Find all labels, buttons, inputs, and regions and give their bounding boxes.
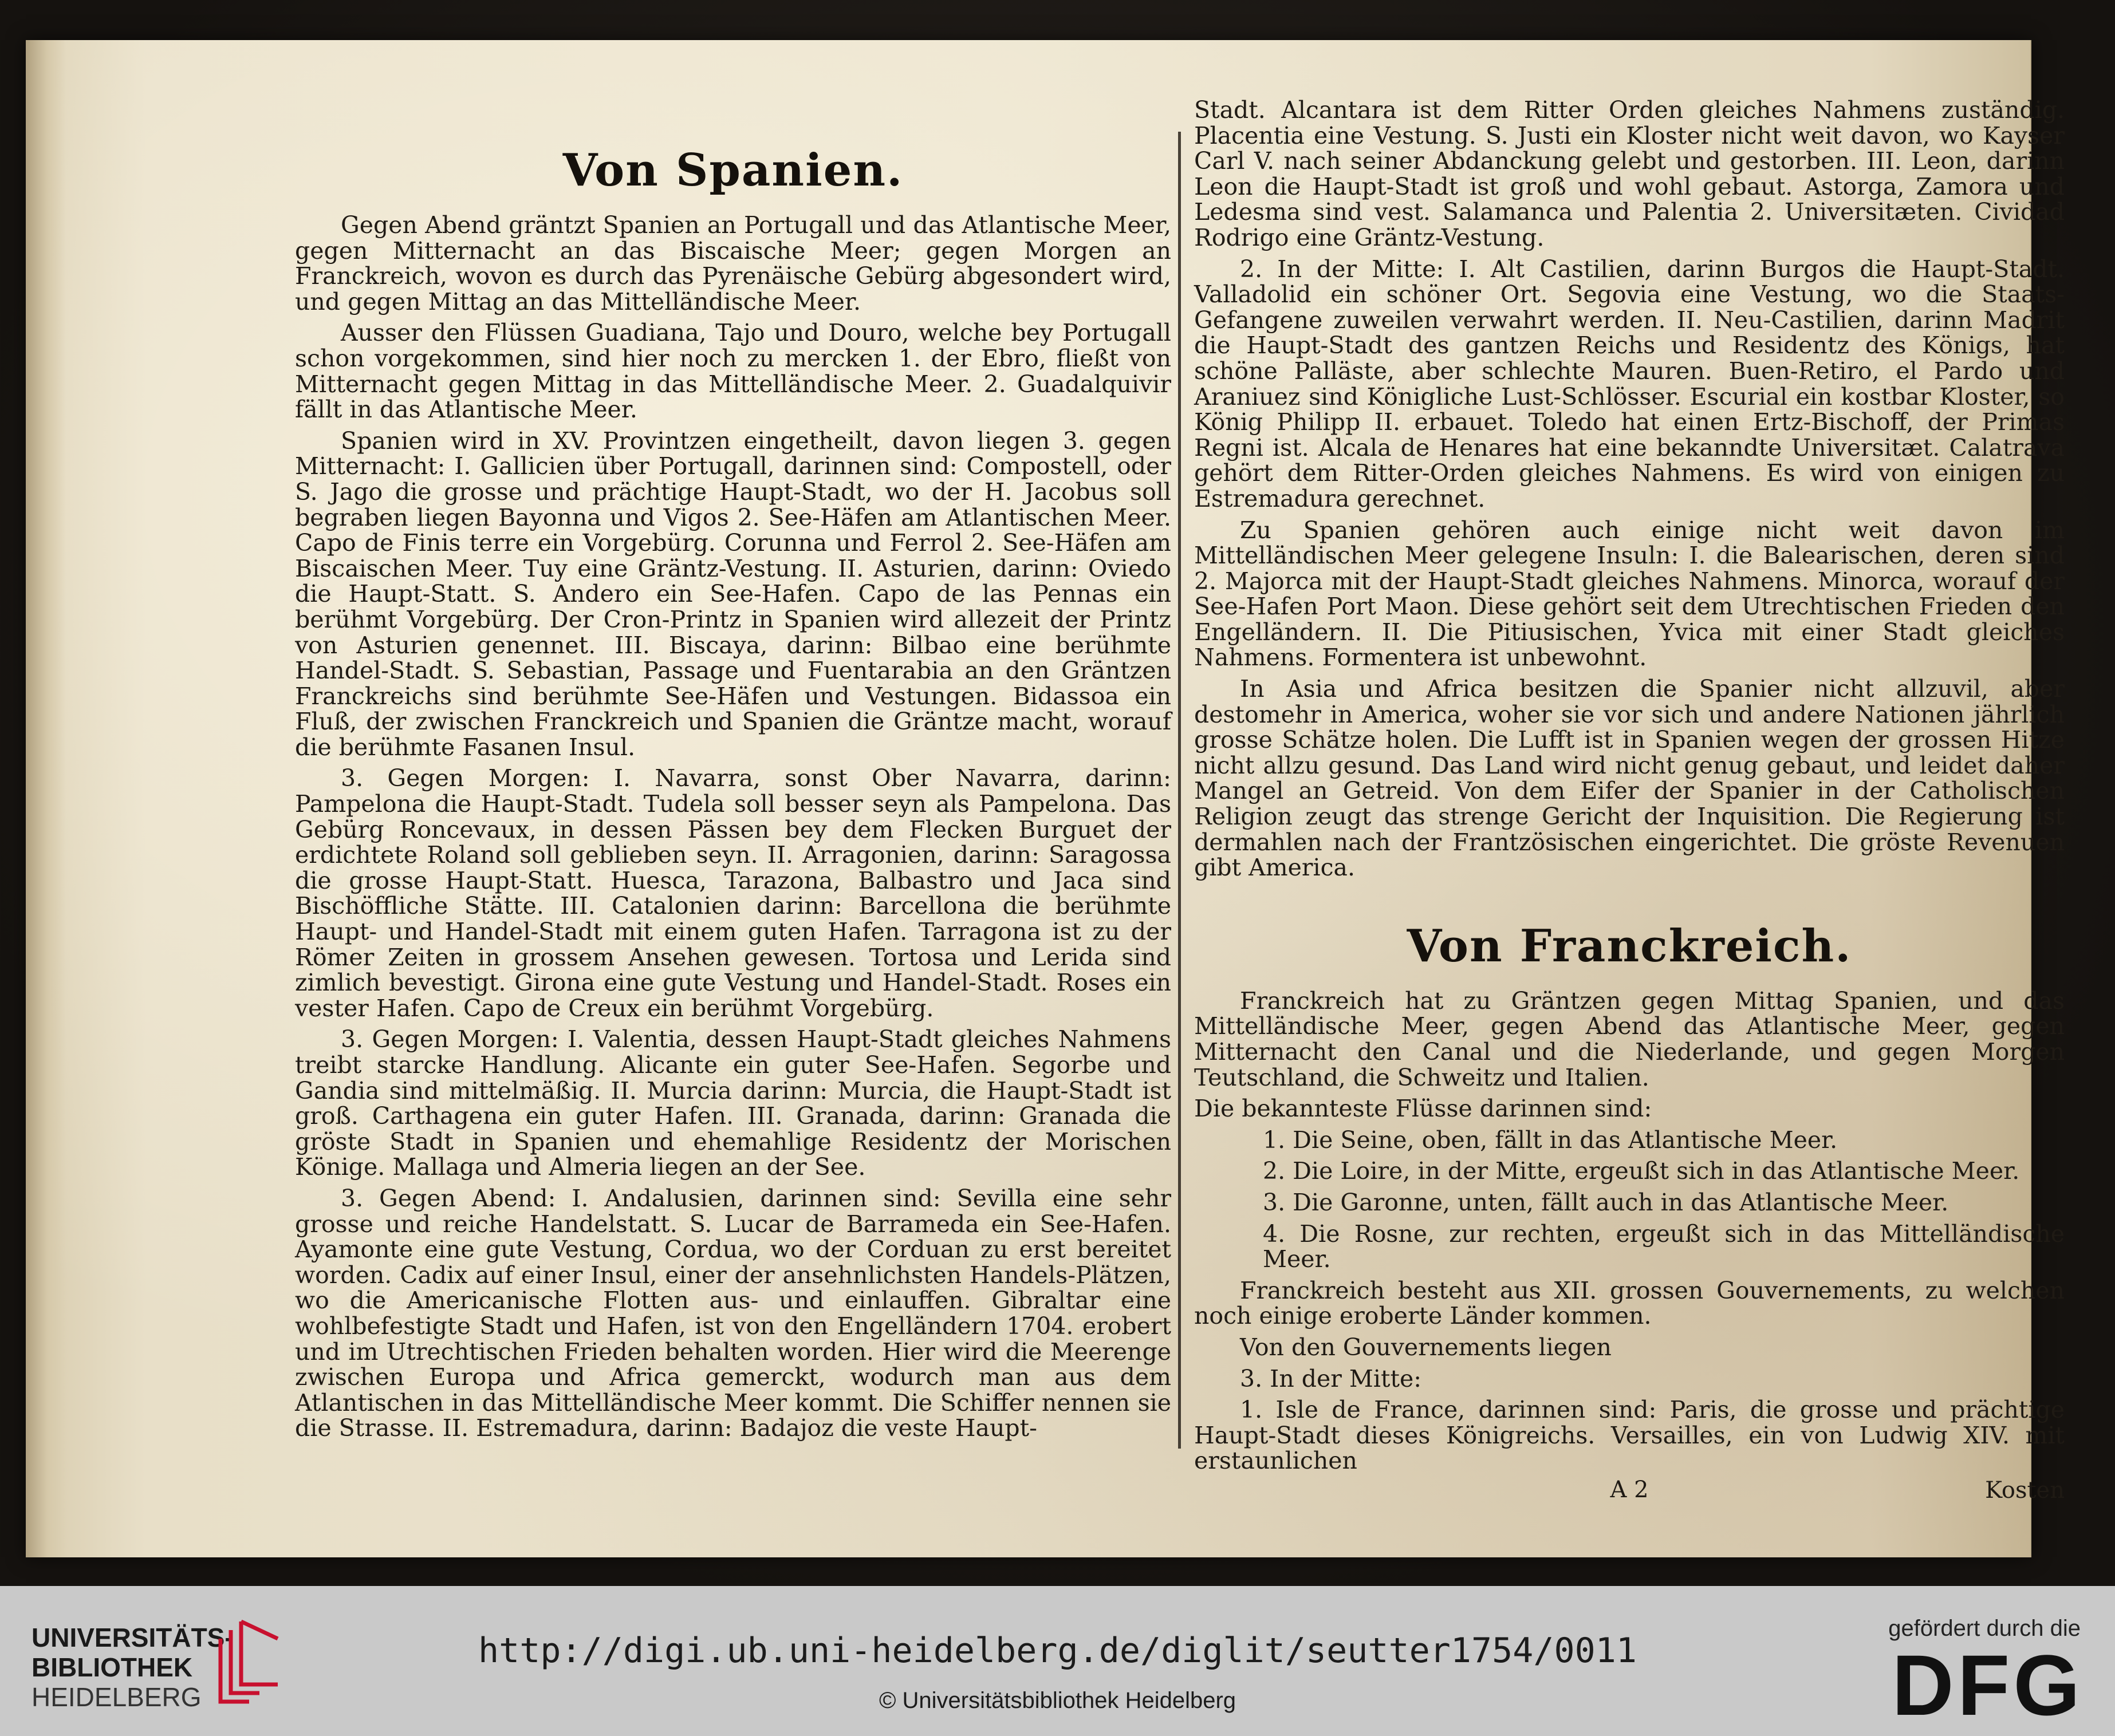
paragraph: Franckreich besteht aus XII. grossen Gouvernements, zu welchen noch einige eroberte Länder kommen.	[1194, 1276, 2065, 1330]
column-divider	[1178, 132, 1181, 1449]
paragraph: In Asia und Africa besitzen die Spanier nicht allzuvil, aber destomehr in America, woher sie vor sich und andere Nationen jährlich grosse Schätze holen. Die Lufft ist in Spanien wegen der grossen Hitze nicht allzu gesund. Das Land wird nicht genug gebaut, und leidet daher Mangel an Getreid. Von dem Eifer der Spanier in der Catholischen Religion zeugt das strenge Gericht der Inquisition. Die Regierung ist dermahlen nach der Frantzösischen eingerichtet. Die gröste Revenuen gibt America.	[1194, 675, 2065, 882]
paragraph: Von den Gouvernements liegen	[1240, 1333, 1612, 1361]
document-page	[26, 40, 2065, 1557]
rivers-list	[1194, 1096, 2065, 1272]
heading-spain: Von Spanien.	[562, 144, 904, 196]
copyright-text: © Universitätsbibliothek Heidelberg	[879, 1688, 1236, 1713]
paragraph: 3. Gegen Morgen: I. Navarra, sonst Ober Navarra, darinn: Pampelona die Haupt-Stadt. Tudela soll besser seyn als Pampelona. Das Gebürg Roncevaux, in dessen Pässen bey dem Flecken Burguet der erdichtete Roland soll geblieben seyn. II. Arragonien, darinn: Saragossa die grosse Haupt-Statt. Huesca, Tarazona, Balbastro und Jaca sind Bischöffliche Stätte. III. Catalonien darinn: Barcellona die berühmte Haupt- und Handel-Stadt mit einem guten Hafen. Tarragona ist zu der Römer Zeiten in grossem Ansehen gewesen. Tortosa und Lerida sind zimlich bevestigt. Girona eine gute Vestung und Handel-Stadt. Roses ein vester Hafen. Capo de Creux ein berühmt Vorgebürg.	[295, 764, 1171, 1022]
list-item: 4. Die Rosne, zur rechten, ergeußt sich in das Mittelländische Meer.	[1263, 1220, 2065, 1273]
wordmark-line: BIBLIOTHEK	[31, 1652, 193, 1682]
right-column	[1194, 97, 2065, 1503]
left-column	[295, 108, 1171, 1447]
dfg-logo[interactable]: DFG	[1892, 1637, 2084, 1733]
catchword: Kosten	[1985, 1477, 2065, 1504]
heading-france: Von Franckreich.	[1407, 920, 1852, 972]
list-item: 2. Die Loire, in der Mitte, ergeußt sich in das Atlantische Meer.	[1263, 1157, 2020, 1185]
list-item: 1. Die Seine, oben, fällt in das Atlantische Meer.	[1263, 1126, 1838, 1154]
list-item: 3. Die Garonne, unten, fällt auch in das Atlantische Meer.	[1263, 1188, 1949, 1216]
paragraph: 3. Gegen Abend: I. Andalusien, darinnen sind: Sevilla eine sehr grosse und reiche Handelstatt. S. Lucar de Barrameda ein See-Hafen. Ayamonte eine gute Vestung, Cordua, wo der Corduan zu erst bereitet worden. Cadix auf einer Insul, einer der ansehnlichsten Handels-Plätzen, wo die Americanische Flotten aus- und einlauffen. Gibraltar eine wohlbefestigte Stadt und Hafen, ist von den Engelländern 1704. erobert und im Utrechtischen Frieden behalten worden. Hier wird die Meerenge zwischen Europa und Africa gemerckt, wodurch man aus dem Atlantischen in das Mittelländische Meer kommt. Die Schiffer nennen sie die Strasse. II. Estremadura, darinn: Badajoz die veste Haupt-	[295, 1184, 1171, 1442]
paragraph: Stadt. Alcantara ist dem Ritter Orden gleiches Nahmens zuständig. Placentia eine Vestung. S. Justi ein Kloster nicht weit davon, wo Kayser Carl V. nach seiner Abdanckung gelebt und gestorben. III. Leon, darinn Leon die Haupt-Stadt ist groß und wohl gebaut. Astorga, Zamora und Ledesma sind vest. Salamanca und Palentia 2. Universitæten. Cividad Rodrigo eine Gräntz-Vestung.	[1194, 96, 2065, 251]
signature-mark: A 2	[1610, 1476, 1649, 1503]
paragraph: Gegen Abend gräntzt Spanien an Portugall und das Atlantische Meer, gegen Mitternacht an das Biscaische Meer; gegen Morgen an Franckreich, wovon es durch das Pyrenäische Gebürg abgesondert wird, und gegen Mittag an das Mittelländische Meer.	[295, 211, 1171, 315]
viewer-footer	[0, 1586, 2115, 1736]
permalink-url[interactable]: http://digi.ub.uni-heidelberg.de/diglit/seutter1754/0011	[478, 1631, 1637, 1671]
wordmark-line: UNIVERSITÄTS-	[31, 1623, 234, 1652]
wordmark-line: HEIDELBERG	[31, 1682, 202, 1712]
paragraph: 1. Isle de France, darinnen sind: Paris, die grosse und prächtige Haupt-Stadt dieses Königreichs. Versailles, ein von Ludwig XIV. mit erstaunlichen	[1194, 1396, 2065, 1475]
paragraph: Ausser den Flüssen Guadiana, Tajo und Douro, welche bey Portugall schon vorgekommen, sind hier noch zu mercken 1. der Ebro, fließt von Mitternacht gegen Mittag in das Mittelländische Meer. 2. Guadalquivir fällt in das Atlantische Meer.	[295, 319, 1171, 424]
paragraph: 3. Gegen Morgen: I. Valentia, dessen Haupt-Stadt gleiches Nahmens treibt starcke Handlung. Alicante ein guter See-Hafen. Segorbe und Gandia sind mittelmäßig. II. Murcia darinn: Murcia, die Haupt-Stadt ist groß. Carthagena ein guter Hafen. III. Granada, darinn: Granada die gröste Stadt in Spanien und ehemahlige Residentz der Morischen Könige. Mallaga und Almeria liegen an der See.	[295, 1025, 1171, 1181]
paragraph: Spanien wird in XV. Provintzen eingetheilt, davon liegen 3. gegen Mitternacht: I. Gallicien über Portugall, darinnen sind: Compostell, oder S. Jago die grosse und prächtige Haupt-Stadt, wo der H. Jacobus soll begraben liegen Bayonna und Vigos 2. See-Häfen am Atlantischen Meer. Capo de Finis terre ein Vorgebürg. Corunna und Ferrol 2. See-Häfen am Biscaischen Meer. Tuy eine Gräntz-Vestung. II. Asturien, darinn: Oviedo die Haupt-Statt. S. Andero ein See-Hafen. Capo de las Pennas ein berühmt Vorgebürg. Der Cron-Printz in Spanien wird allezeit der Printz von Asturien genennet. III. Biscaya, darinn: Bilbao eine berühmte Handel-Stadt. S. Sebastian, Passage und Fuentarabia an den Gräntzen Franckreichs sind berühmte See-Häfen und Vestungen. Bidassoa ein Fluß, der zwischen Franckreich und Spanien die Gräntze macht, worauf die berühmte Fasanen Insul.	[295, 427, 1171, 761]
paragraph: 2. In der Mitte: I. Alt Castilien, darinn Burgos die Haupt-Stadt. Valladolid ein schöner Ort. Segovia eine Vestung, wo die Staats-Gefangene zuweilen verwahrt werden. II. Neu-Castilien, darinn Madrit die Haupt-Stadt des gantzen Reichs und Residentz des Königs, hat schöne Palläste, aber schlechte Mauren. Buen-Retiro, el Pardo und Araniuez sind Königliche Lust-Schlösser. Escurial ein kostbar Kloster, so König Philipp II. erbauet. Toledo hat einen Ertz-Bischoff, der Primas Regni ist. Alcala de Henares hat eine bekanndte Universitæt. Calatrava gehört dem Ritter-Orden gleiches Nahmens. Es wird von einigen zu Estremadura gerechnet.	[1194, 255, 2065, 512]
paragraph: 3. In der Mitte:	[1240, 1364, 1422, 1392]
funding-note: gefördert durch die	[1888, 1616, 2081, 1641]
paragraph: Franckreich hat zu Gräntzen gegen Mittag Spanien, und das Mittelländische Meer, gegen Abend das Atlantische Meer, gegen Mitternacht den Canal und die Niederlande, und gegen Morgen Teutschland, die Schweitz und Italien.	[1194, 987, 2065, 1091]
paragraph: Zu Spanien gehören auch einige nicht weit davon im Mittelländischen Meer gelegene Insuln: I. die Balearischen, deren sind 2. Majorca mit der Haupt-Stadt gleiches Nahmens. Minorca, worauf der See-Hafen Port Maon. Diese gehört seit dem Utrechtischen Frieden den Engelländern. II. Die Pitiusischen, Yvica mit einer Stadt gleiches Nahmens. Formentera ist unbewohnt.	[1194, 516, 2065, 672]
list-intro: Die bekannteste Flüsse darinnen sind:	[1194, 1095, 1652, 1123]
page-binding-edge	[26, 40, 66, 1557]
